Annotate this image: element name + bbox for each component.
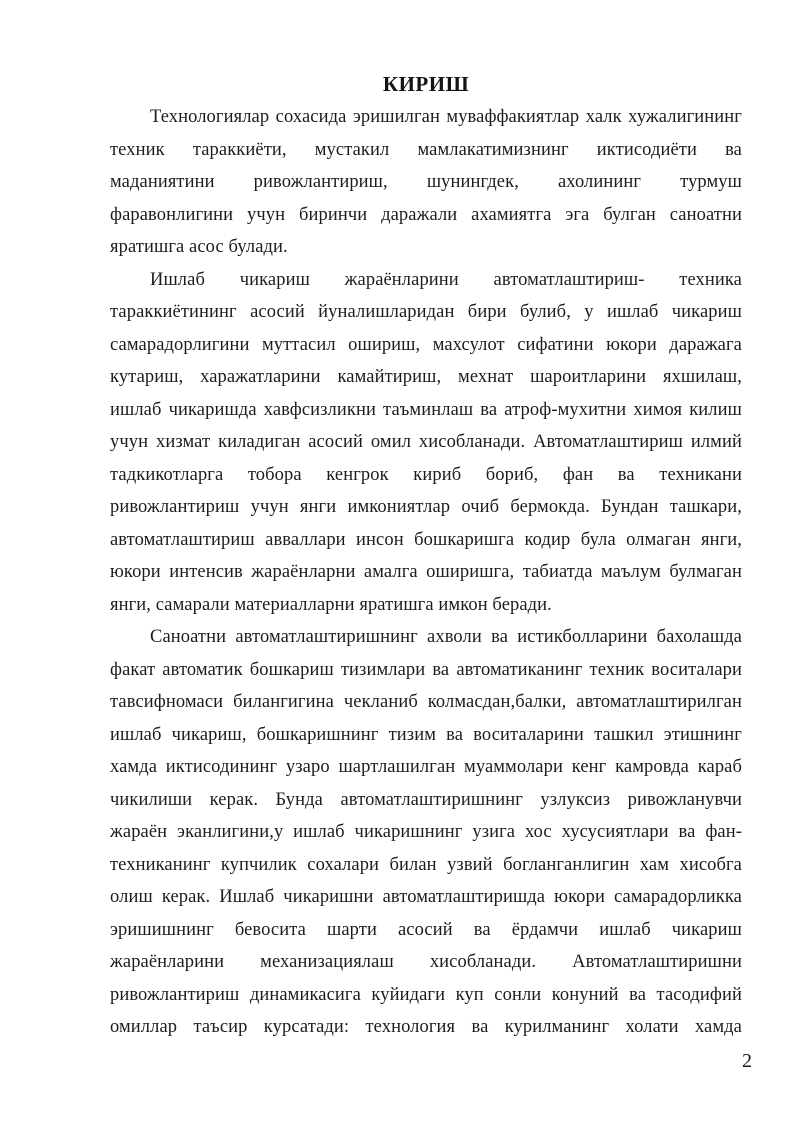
paragraph-line: Ишлаб чикариш жараёнларини автоматлаштириш- техника: [150, 269, 742, 290]
paragraph-line: ривожлантириш динамикасига куйидаги куп сонли конуний ва тасодифий: [110, 984, 742, 1005]
paragraph-line: техник тараккиёти, мустакил мамлакатимизнинг иктисодиёти ва: [110, 139, 742, 160]
page-title: КИРИШ: [382, 72, 470, 96]
paragraph-line: хамда иктисодининг узаро шартлашилган муаммолари кенг камровда караб: [110, 757, 742, 777]
body-paragraphs: [110, 101, 742, 1044]
paragraph-line: ривожлантириш учун янги имкониятлар очиб бермокда. Бундан ташкари,: [110, 497, 742, 517]
page-content: [110, 68, 742, 1044]
paragraph-line: юкори интенсив жараёнларни амалга оширишга, табиатда маълум булмаган: [110, 562, 742, 582]
paragraph-line: Технологиялар сохасида эришилган муваффакиятлар халк хужалигининг: [150, 107, 742, 127]
paragraph-line: янги, самарали материалларни яратишга имкон беради.: [110, 594, 552, 615]
paragraph-line: тадкикотларга тобора кенгрок кириб бориб, фан ва техникани: [110, 464, 742, 485]
paragraph-line: яратишга асос булади.: [110, 237, 288, 257]
paragraph-line: тараккиётининг асосий йуналишларидан бири булиб, у ишлаб чикариш: [110, 302, 742, 322]
paragraph-line: маданиятини ривожлантириш, шунингдек, ахолининг турмуш: [110, 172, 742, 192]
paragraph-line: олиш керак. Ишлаб чикаришни автоматлаштиришда юкори самарадорликка: [110, 887, 742, 907]
paragraph-line: фаравонлигини учун биринчи даражали ахамиятга эга булган саноатни: [110, 204, 742, 225]
paragraph-line: учун хизмат киладиган асосий омил хисобланади. Автоматлаштириш илмий: [110, 432, 742, 452]
paragraph-line: тавсифномаси билангигина чекланиб колмасдан,балки, автоматлаштирилган: [110, 692, 742, 712]
paragraph-line: автоматлаштириш авваллари инсон бошкаришга кодир була олмаган янги,: [110, 529, 742, 550]
paragraph-line: омиллар таъсир курсатади: технология ва курилманинг холати хамда: [110, 1017, 742, 1037]
paragraph-line: самарадорлигини муттасил ошириш, махсулот сифатини юкори даражага: [110, 334, 742, 355]
paragraph-line: ишлаб чикаришда хавфсизликни таъминлаш ва атроф-мухитни химоя килиш: [110, 399, 742, 420]
paragraph-line: чикилиши керак. Бунда автоматлаштиришнинг узлуксиз ривожланувчи: [110, 789, 742, 810]
paragraph-line: техниканинг купчилик сохалари билан узвий богланганлигин хам хисобга: [110, 854, 742, 875]
paragraph-line: факат автоматик бошкариш тизимлари ва автоматиканинг техник воситалари: [110, 659, 742, 680]
page-number: 2: [742, 1050, 752, 1072]
paragraph-line: кутариш, харажатларини камайтириш, мехнат шароитларини яхшилаш,: [110, 367, 742, 387]
paragraph-line: Саноатни автоматлаштиришнинг ахволи ва истикболларини бахолашда: [150, 627, 742, 647]
paragraph-line: эришишнинг бевосита шарти асосий ва ёрдамчи ишлаб чикариш: [110, 919, 742, 940]
paragraph-line: жараён эканлигини,у ишлаб чикаришнинг узига хос хусусиятлари ва фан-: [110, 822, 742, 842]
paragraph-line: жараёнларини механизациялаш хисобланади. Автоматлаштиришни: [110, 952, 742, 972]
paragraph-line: ишлаб чикариш, бошкаришнинг тизим ва воситаларини ташкил этишнинг: [110, 724, 742, 745]
